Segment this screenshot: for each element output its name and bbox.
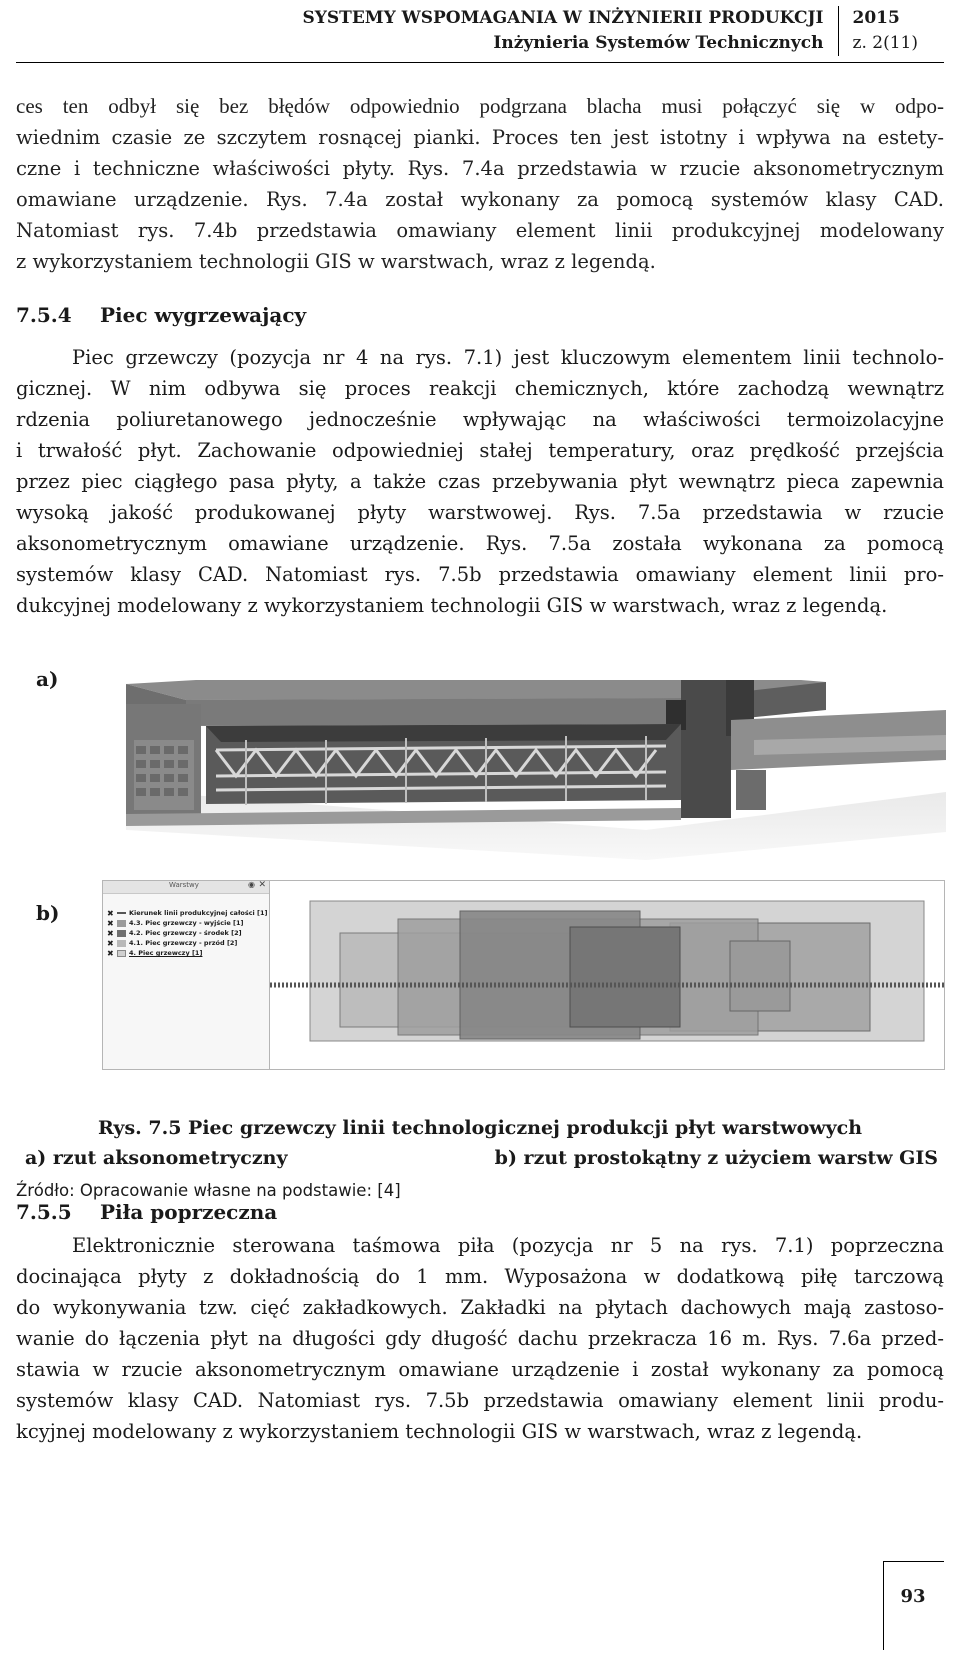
text-line: docinająca płyty z dokładnością do 1 mm. Wyposażona w dodatkową piłę tarczową bbox=[16, 1265, 944, 1288]
layer-symbol-icon bbox=[117, 912, 126, 914]
text-line: z wykorzystaniem technologii GIS w warstwach, wraz z legendą. bbox=[16, 250, 656, 273]
text-line: Piec grzewczy (pozycja nr 4 na rys. 7.1) jest kluczowym elementem linii technolo- bbox=[72, 346, 944, 369]
gis-layers-view bbox=[102, 880, 944, 1068]
journal-subtitle: Inżynieria Systemów Technicznych bbox=[493, 33, 824, 53]
journal-issue: z. 2(11) bbox=[852, 33, 918, 53]
layer-row[interactable] bbox=[107, 928, 269, 938]
text-line: gicznej. W nim odbywa się proces reakcji chemicznych, które zachodzą wewnątrz bbox=[16, 377, 944, 400]
paragraph-intro bbox=[16, 91, 944, 277]
figure-source: Źródło: Opracowanie własne na podstawie: [4] bbox=[16, 1181, 401, 1200]
section-title: Piec wygrzewający bbox=[100, 303, 307, 327]
layer-row[interactable] bbox=[107, 908, 269, 918]
close-icon[interactable]: ✕ bbox=[258, 880, 266, 890]
section-title: Piła poprzeczna bbox=[100, 1200, 278, 1224]
figure-subcaption-a: a) rzut aksonometryczny bbox=[25, 1147, 288, 1169]
oven-axonometric-image bbox=[126, 680, 946, 860]
section-number: 7.5.4 bbox=[16, 303, 72, 327]
text-line: i trwałość płyt. Zachowanie odpowiedniej stałej temperatury, oraz prędkość przejścia bbox=[16, 439, 944, 462]
oven-plan-view bbox=[270, 881, 944, 1069]
text-line: kcyjnej modelowany z wykorzystaniem technologii GIS w warstwach, wraz z legendą. bbox=[16, 1420, 863, 1443]
section-heading bbox=[16, 303, 306, 327]
text-line: stawia w rzucie aksonometrycznym omawiane urządzenie i został wykonany za pomocą bbox=[16, 1358, 944, 1381]
layers-panel bbox=[102, 880, 270, 1070]
layers-panel-title: Warstwy bbox=[169, 881, 199, 889]
page-number: 93 bbox=[900, 1586, 926, 1607]
paragraph-oven bbox=[16, 342, 944, 621]
layer-symbol-icon bbox=[117, 920, 126, 927]
text-line: do wykonywania tzw. cięć zakładkowych. Zakładki na płytach dachowych mają zastoso- bbox=[16, 1296, 944, 1319]
text-line: ces ten odbył się bez błędów odpowiednio podgrzana blacha musi połączyć się w odpo- bbox=[16, 94, 944, 118]
text-line: systemów klasy CAD. Natomiast rys. 7.5b przedstawia omawiany element linii pro- bbox=[16, 563, 944, 586]
text-line: Natomiast rys. 7.4b przedstawia omawiany element linii produkcyjnej modelowany bbox=[16, 219, 944, 242]
text-line: wanie do łączenia płyt na długości gdy długość dachu przekracza 16 m. Rys. 7.6a przed- bbox=[16, 1327, 944, 1350]
map-canvas[interactable] bbox=[270, 880, 945, 1070]
figure-label-a: a) bbox=[36, 667, 59, 691]
float-icon[interactable]: ◉ bbox=[248, 880, 255, 889]
layer-name: 4.3. Piec grzewczy - wyjście [1] bbox=[129, 919, 244, 927]
layer-visibility-icon[interactable]: ✖ bbox=[107, 918, 114, 928]
journal-year: 2015 bbox=[852, 8, 900, 28]
text-line: dukcyjnej modelowany z wykorzystaniem technologii GIS w warstwach, wraz z legendą. bbox=[16, 594, 888, 617]
layers-list bbox=[103, 894, 269, 958]
layer-visibility-icon[interactable]: ✖ bbox=[107, 928, 114, 938]
layers-panel-titlebar bbox=[103, 881, 269, 894]
header-rule bbox=[16, 62, 944, 63]
layer-symbol-icon bbox=[117, 940, 126, 947]
layer-symbol-icon bbox=[117, 950, 126, 957]
text-line: wiednim czasie ze szczytem rosnącej pianki. Proces ten jest istotny i wpływa na estety- bbox=[16, 126, 944, 149]
layer-row[interactable] bbox=[107, 948, 269, 958]
text-line: systemów klasy CAD. Natomiast rys. 7.5b przedstawia omawiany element linii produ- bbox=[16, 1389, 944, 1412]
figure-subcaption-b: b) rzut prostokątny z użyciem warstw GIS bbox=[494, 1147, 938, 1169]
section-number: 7.5.5 bbox=[16, 1200, 72, 1224]
section-heading bbox=[16, 1200, 277, 1224]
text-line: rdzenia poliuretanowego jednocześnie wpływając na właściwości termoizolacyjne bbox=[16, 408, 944, 431]
journal-title: SYSTEMY WSPOMAGANIA W INŻYNIERII PRODUKCJI bbox=[302, 8, 824, 28]
layer-visibility-icon[interactable]: ✖ bbox=[107, 948, 114, 958]
running-header bbox=[302, 6, 918, 56]
text-line: czne i techniczne właściwości płyty. Rys. 7.4a przedstawia w rzucie aksonometrycznym bbox=[16, 157, 944, 180]
header-titles bbox=[302, 6, 838, 56]
layer-row[interactable] bbox=[107, 938, 269, 948]
text-line: aksonometrycznym omawiane urządzenie. Rys. 7.5a została wykonana za pomocą bbox=[16, 532, 944, 555]
header-issue bbox=[839, 6, 918, 56]
layer-name: 4.2. Piec grzewczy - środek [2] bbox=[129, 929, 242, 937]
figure-caption: Rys. 7.5 Piec grzewczy linii technologicznej produkcji płyt warstwowych bbox=[97, 1117, 863, 1139]
layer-row[interactable] bbox=[107, 918, 269, 928]
layer-symbol-icon bbox=[117, 930, 126, 937]
layer-visibility-icon[interactable]: ✖ bbox=[107, 938, 114, 948]
text-line: Elektronicznie sterowana taśmowa piła (pozycja nr 5 na rys. 7.1) poprzeczna bbox=[72, 1234, 944, 1257]
paragraph-saw bbox=[16, 1230, 944, 1447]
layer-visibility-icon[interactable]: ✖ bbox=[107, 908, 114, 918]
layer-name: 4.1. Piec grzewczy - przód [2] bbox=[129, 939, 238, 947]
text-line: przez piec ciągłego pasa płyty, a także czas przebywania płyt wewnątrz pieca zapewnia bbox=[16, 470, 944, 493]
text-line: wysoką jakość produkowanej płyty warstwowej. Rys. 7.5a przedstawia w rzucie bbox=[16, 501, 944, 524]
figure-label-b: b) bbox=[36, 901, 60, 925]
text-line: omawiane urządzenie. Rys. 7.4a został wykonany za pomocą systemów klasy CAD. bbox=[16, 188, 944, 211]
layer-name: Kierunek linii produkcyjnej całości [1] bbox=[129, 909, 268, 917]
layer-name: 4. Piec grzewczy [1] bbox=[129, 949, 203, 957]
